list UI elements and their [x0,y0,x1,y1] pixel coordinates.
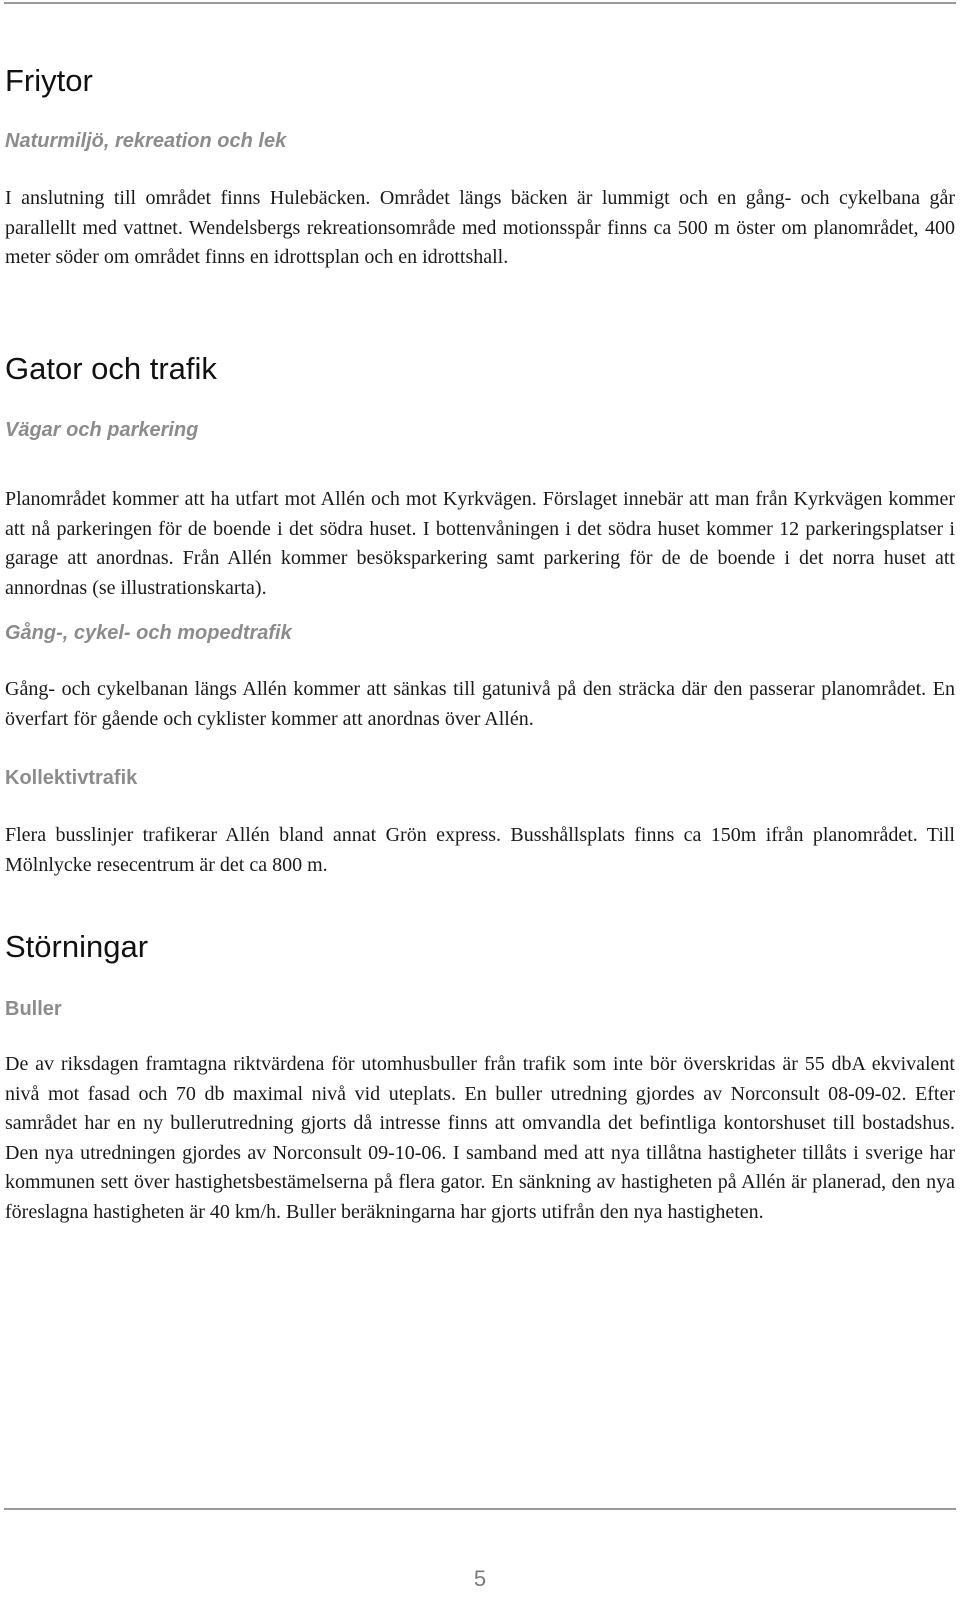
subheading-gang-cykel-mopedtrafik: Gång-, cykel- och mopedtrafik [5,622,292,644]
subheading-buller: Buller [5,998,62,1020]
heading-friytor: Friytor [5,63,93,98]
top-divider [4,2,956,4]
paragraph-vagar-och-parkering: Planområdet kommer att ha utfart mot Allén och mot Kyrkvägen. Förslaget innebär att man från Kyrkvägen kommer att nå parkeringen för de boende i det södra huset. I bottenvåningen i det södra huset kommer 12 parkeringsplatser i garage att anordnas. Från Allén kommer besöksparkering samt parkering för de de boende i det norra huset att annordnas (se illustrationskarta). [5,488,955,599]
bottom-divider [4,1508,956,1510]
subheading-kollektiv-block [5,766,955,790]
paragraph-vagar-block [5,485,955,603]
page-number: 5 [473,1566,487,1591]
subheading-gang-block [5,621,955,645]
subheading-buller-block [5,997,955,1021]
paragraph-friytor: I anslutning till området finns Hulebäcken. Området längs bäcken är lummigt och en gång- och cykelbana går parallellt med vattnet. Wendelsbergs rekreationsområde med motionsspår finns ca 500 m öster om planområdet, 400 meter söder om området finns en idrottsplan och en idrottshall. [5,187,955,269]
heading-friytor-block [5,64,955,98]
subheading-vagar-block [5,418,955,442]
subheading-vagar-och-parkering: Vägar och parkering [5,419,199,441]
paragraph-buller: De av riksdagen framtagna riktvärdena för utomhusbuller från trafik som inte bör överskridas är 55 dbA ekvivalent nivå mot fasad och 70 db maximal nivå vid uteplats. En buller utredning gjordes av Norconsult 08-09-02. Efter samrådet har en ny bullerutredning gjorts då intresse finns att omvandla det befintliga kontorshuset till bostadshus. Den nya utredningen gjordes av Norconsult 09-10-06. I samband med att nya tillåtna hastigheter tillåts i sverige har kommunen sett över hastighetsbestämelserna på flera gator. En sänkning av hastigheten på Allén är planerad, den nya föreslagna hastigheten är 40 km/h. Buller beräkningarna har gjorts utifrån den nya hastigheten. [5,1053,955,1223]
heading-storningar-block [5,930,955,964]
subheading-naturmiljo-block [5,129,955,153]
paragraph-buller-block [5,1050,955,1228]
paragraph-kollektivtrafik: Flera busslinjer trafikerar Allén bland annat Grön express. Busshållsplats finns ca 150m ifrån planområdet. Till Mölnlycke resecentrum är det ca 800 m. [5,824,955,876]
paragraph-gang-cykel-mopedtrafik: Gång- och cykelbanan längs Allén kommer att sänkas till gatunivå på den sträcka där den passerar planområdet. En överfart för gående och cyklister kommer att anordnas över Allén. [5,678,955,730]
heading-gator-och-trafik: Gator och trafik [5,351,217,386]
paragraph-kollektiv-block [5,821,955,880]
paragraph-gang-block [5,675,955,734]
subheading-kollektivtrafik: Kollektivtrafik [5,767,138,789]
paragraph-friytor-block [5,184,955,273]
subheading-naturmiljo: Naturmiljö, rekreation och lek [5,130,287,152]
heading-gator-block [5,352,955,386]
heading-storningar: Störningar [5,929,149,964]
